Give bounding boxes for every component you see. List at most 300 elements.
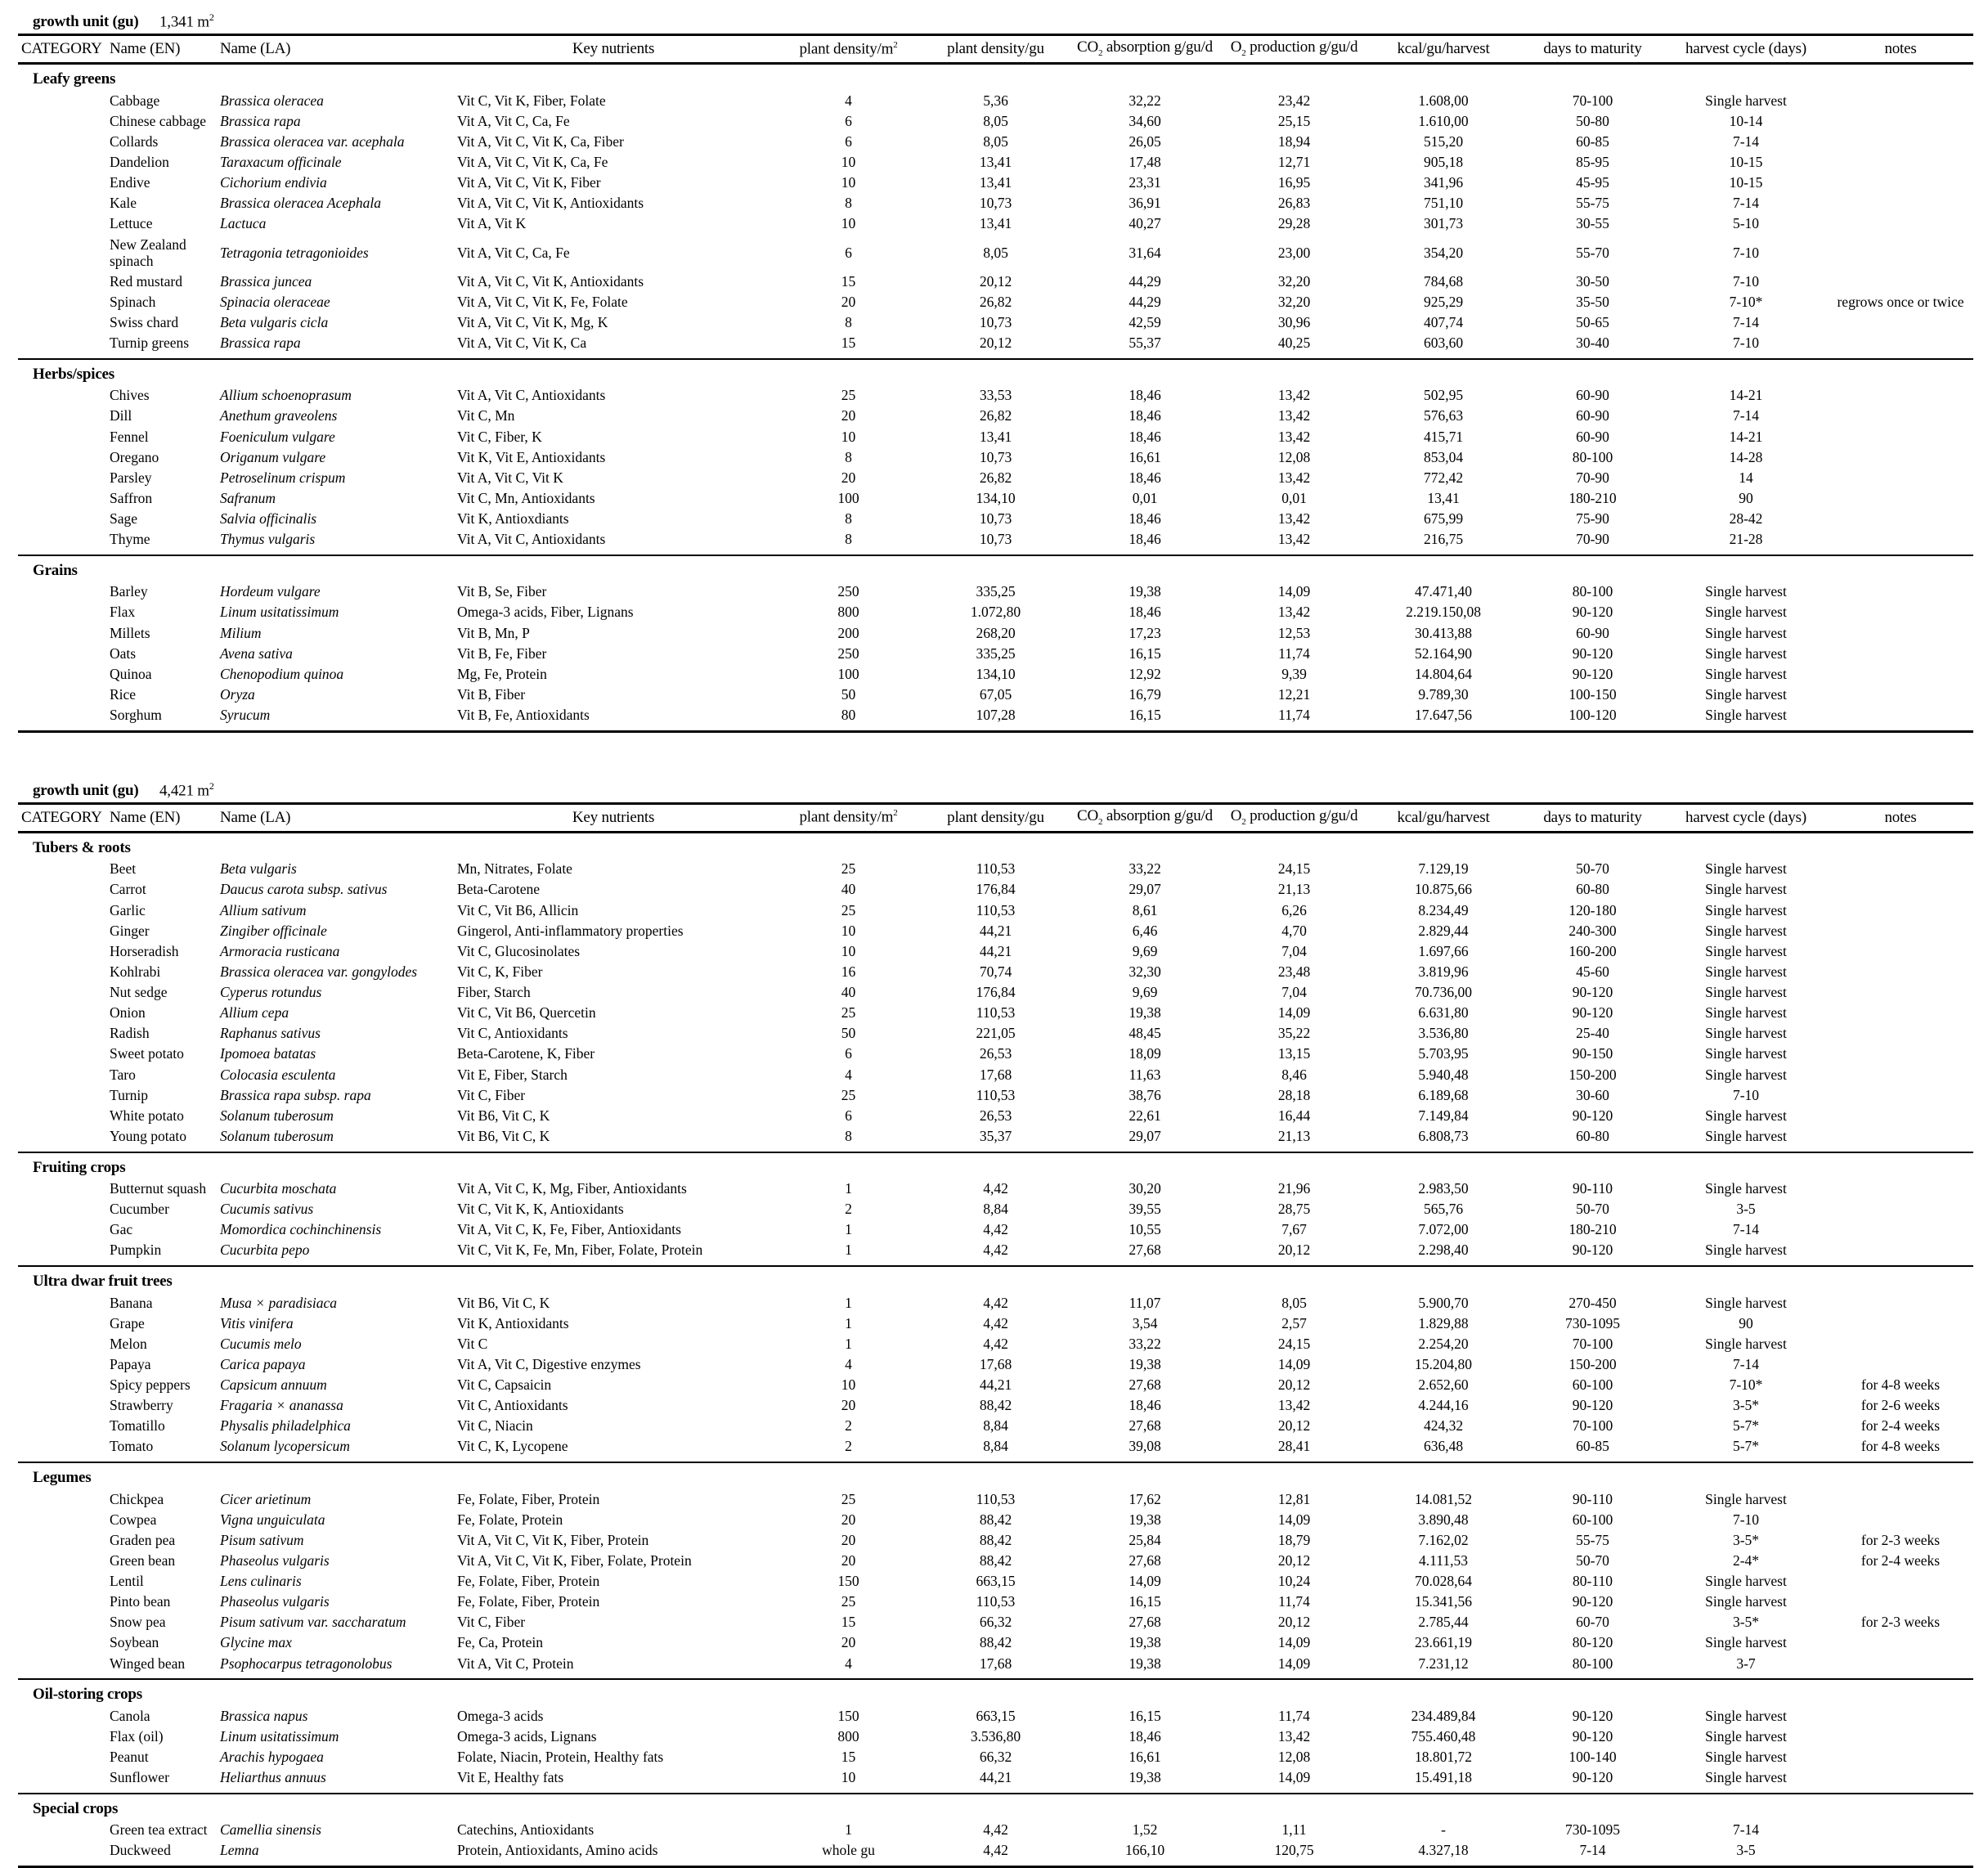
cell-kcal: 354,20 [1423,244,1464,261]
cell-o2-production: 16,95 [1277,174,1311,191]
cell-days-to-maturity: 90-120 [1572,984,1613,1000]
cell-days-to-maturity: 50-70 [1576,860,1609,878]
cell-plant-density-gu: 4,42 [983,1242,1008,1259]
cell-kcal: 5.940,48 [1418,1066,1469,1083]
cell-plant-density-gu: 88,42 [979,1511,1012,1528]
table-row [18,1653,1973,1673]
cell-days-to-maturity: 70-100 [1572,1417,1613,1435]
cell-name-la: Cichorium endivia [220,174,327,191]
cell-co2-absorption: 18,46 [1129,531,1161,548]
cell-key-nutrients: Vit B, Fiber [457,685,526,703]
cell-name-la: Vigna unguiculata [220,1511,325,1528]
cell-key-nutrients: Vit A, Vit C, Vit K, Antioxidants [457,272,644,290]
cell-key-nutrients: Protein, Antioxidants, Amino acids [457,1842,658,1859]
cell-notes [1828,1489,1973,1509]
cell-o2-production: 13,42 [1277,604,1311,621]
cell-kcal: 2.829,44 [1418,922,1469,939]
cell-key-nutrients: Vit C, Fiber [457,1086,526,1103]
cell-category-blank [18,1354,106,1374]
cell-kcal: 636,48 [1423,1438,1464,1455]
cell-name-la: Allium cepa [220,1004,289,1022]
cell-key-nutrients: Vit A, Vit C, Protein [457,1655,574,1672]
cell-kcal: 8.234,49 [1418,901,1469,918]
cell-kcal: 17.647,56 [1415,707,1472,723]
cell-category-blank [18,291,106,312]
cell-kcal: 30.413,88 [1415,624,1472,641]
cell-harvest-cycle: Single harvest [1705,1242,1787,1259]
cell-o2-production: 23,42 [1277,92,1311,109]
cell-o2-production: 0,01 [1281,489,1307,506]
cell-harvest-cycle: 3-5 [1736,1842,1756,1859]
category-label: Tubers & roots [33,838,131,856]
col-header-plant-density-m2: plant density/$m^2$ [799,39,898,58]
cell-co2-absorption: 19,38 [1129,583,1161,600]
cell-kcal: 234.489,84 [1411,1707,1476,1724]
table-row [18,622,1973,643]
cell-plant-density-m2: 20 [841,293,856,310]
cell-co2-absorption: 32,30 [1129,963,1161,980]
cell-name-en: Canola [110,1707,150,1724]
cell-plant-density-m2: 6 [845,244,852,261]
cell-plant-density-gu: 33,53 [979,387,1012,404]
cell-kcal: 14.804,64 [1415,665,1472,682]
cell-notes [1828,467,1973,487]
cell-key-nutrients: Vit K, Vit E, Antioxidants [457,448,606,465]
cell-o2-production: 2,57 [1281,1314,1307,1331]
growth-unit-line [0,780,1988,800]
cell-notes [1828,1705,1973,1726]
cell-key-nutrients: Vit C, Fiber [457,1614,526,1631]
cell-plant-density-gu: 67,05 [979,685,1012,703]
cell-plant-density-gu: 8,84 [983,1417,1008,1435]
cell-category-blank [18,1199,106,1219]
cell-name-la: Allium schoenoprasum [220,387,352,404]
cell-days-to-maturity: 60-90 [1576,624,1609,641]
cell-name-la: Avena sativa [220,644,293,662]
cell-plant-density-m2: 6 [845,132,852,150]
cell-harvest-cycle: 7-14 [1732,195,1760,212]
cell-name-la: Oryza [220,685,255,703]
col-header-notes: notes [1884,808,1917,826]
cell-days-to-maturity: 100-150 [1568,685,1617,703]
cell-harvest-cycle: 3-5* [1732,1614,1760,1631]
cell-plant-density-gu: 4,42 [983,1335,1008,1352]
table-row [18,920,1973,941]
cell-name-en: Banana [110,1294,153,1311]
cell-name-la: Cucurbita pepo [220,1242,310,1259]
cell-harvest-cycle: 7-14 [1732,1821,1760,1839]
cell-key-nutrients: Vit C, Niacin [457,1417,533,1435]
cell-kcal: 4.327,18 [1418,1842,1469,1859]
table-row [18,271,1973,291]
cell-category-blank [18,1219,106,1240]
cell-category-blank [18,385,106,406]
cell-kcal: 47.471,40 [1415,583,1472,600]
cell-plant-density-gu: 110,53 [976,1593,1016,1610]
cell-kcal: 2.298,40 [1418,1242,1469,1259]
cell-plant-density-gu: 17,68 [979,1655,1012,1672]
cell-o2-production: 13,42 [1277,387,1311,404]
section-divider [18,1673,1973,1679]
table-row [18,859,1973,879]
cell-notes [1828,529,1973,550]
cell-category-blank [18,1726,106,1746]
table-row [18,173,1973,193]
cell-category-blank [18,131,106,151]
cell-key-nutrients: Vit C, Capsaicin [457,1376,552,1393]
cell-plant-density-m2: 1 [845,1180,852,1197]
cell-plant-density-m2: 800 [837,604,859,621]
cell-name-la: Origanum vulgare [220,448,326,465]
cell-co2-absorption: 48,45 [1129,1025,1161,1042]
cell-kcal: 755.460,48 [1411,1727,1476,1745]
cell-harvest-cycle: 7-10 [1732,335,1760,352]
cell-harvest-cycle: 14-21 [1729,387,1763,404]
cell-co2-absorption: 166,10 [1124,1842,1165,1859]
cell-o2-production: 23,48 [1277,963,1311,980]
cell-o2-production: 20,12 [1277,1376,1311,1393]
cell-category-blank [18,529,106,550]
cell-name-la: Pisum sativum [220,1531,304,1548]
cell-o2-production: 28,75 [1277,1201,1311,1218]
col-header-o2-production: $O_2$ production g/gu/d [1230,806,1358,827]
cell-harvest-cycle: Single harvest [1705,1573,1787,1589]
cell-plant-density-gu: 17,68 [979,1355,1012,1372]
cell-category-blank [18,1179,106,1199]
cell-key-nutrients: Vit A, Vit C, Vit K, Ca [457,335,587,352]
cell-plant-density-gu: 44,21 [979,942,1012,959]
cell-key-nutrients: Vit A, Vit C, K, Mg, Fiber, Antioxidants [457,1180,687,1197]
cell-o2-production: 24,15 [1277,860,1311,878]
cell-co2-absorption: 1,52 [1132,1821,1158,1839]
category-row [18,1679,1973,1705]
table-row [18,1199,1973,1219]
cell-o2-production: 13,42 [1277,1397,1311,1414]
cell-o2-production: 13,42 [1277,428,1311,445]
cell-category-blank [18,1767,106,1788]
cell-co2-absorption: 32,22 [1129,92,1161,109]
cell-days-to-maturity: 45-95 [1576,174,1609,191]
cell-co2-absorption: 19,38 [1129,1634,1161,1651]
cell-harvest-cycle: Single harvest [1705,1045,1787,1062]
cell-co2-absorption: 16,15 [1129,707,1161,723]
cell-harvest-cycle: Single harvest [1705,92,1787,109]
cell-plant-density-m2: 40 [841,881,856,898]
cell-category-blank [18,1612,106,1632]
cell-kcal: 2.219.150,08 [1406,604,1481,621]
cell-co2-absorption: 30,20 [1129,1180,1161,1197]
cell-o2-production: 120,75 [1274,1842,1314,1859]
cell-co2-absorption: 16,61 [1129,448,1161,465]
cell-name-en: Melon [110,1335,147,1352]
cell-o2-production: 28,18 [1277,1086,1311,1103]
cell-plant-density-m2: 8 [845,314,852,330]
cell-co2-absorption: 17,23 [1129,624,1161,641]
cell-o2-production: 32,20 [1277,272,1311,290]
cell-o2-production: 8,46 [1281,1066,1307,1083]
cell-plant-density-gu: 221,05 [976,1025,1016,1042]
cell-category-blank [18,663,106,684]
table-row [18,1726,1973,1746]
cell-key-nutrients: Mn, Nitrates, Folate [457,860,572,878]
cell-notes: regrows once or twice [1837,293,1964,310]
cell-harvest-cycle: 7-10 [1732,1086,1760,1103]
cell-harvest-cycle: Single harvest [1705,644,1787,662]
cell-category-blank [18,90,106,110]
cell-days-to-maturity: 75-90 [1576,510,1609,527]
cell-kcal: 216,75 [1423,531,1464,548]
cell-days-to-maturity: 100-120 [1568,707,1617,723]
cell-name-la: Cyperus rotundus [220,984,322,1000]
cell-key-nutrients: Fiber, Starch [457,984,531,1000]
cell-harvest-cycle: Single harvest [1705,1294,1787,1311]
cell-notes: for 2-3 weeks [1860,1531,1941,1548]
cell-notes [1828,920,1973,941]
cell-harvest-cycle: Single harvest [1705,624,1787,641]
cell-days-to-maturity: 90-120 [1572,1107,1613,1124]
category-label: Ultra dwar fruit trees [33,1273,173,1290]
cell-o2-production: 13,15 [1277,1045,1311,1062]
cell-kcal: 7.231,12 [1418,1655,1469,1672]
table-row [18,1746,1973,1767]
cell-plant-density-m2: whole gu [822,1842,875,1859]
cell-notes [1828,1179,1973,1199]
cell-kcal: 18.801,72 [1415,1748,1472,1765]
cell-notes [1828,90,1973,110]
cell-category-blank [18,1592,106,1612]
cell-name-en: Garlic [110,901,146,918]
cell-name-en: Dandelion [110,154,169,170]
cell-notes [1828,1653,1973,1673]
cell-key-nutrients: Vit A, Vit C, Vit K, Antioxidants [457,195,644,212]
cell-days-to-maturity: 730-1095 [1564,1821,1621,1839]
cell-days-to-maturity: 55-70 [1576,244,1609,261]
cell-notes: for 4-8 weeks [1860,1376,1941,1393]
cell-days-to-maturity: 120-180 [1568,901,1617,918]
cell-co2-absorption: 36,91 [1129,195,1161,212]
cell-kcal: 7.072,00 [1418,1221,1469,1238]
cell-kcal: 502,95 [1423,387,1464,404]
cell-plant-density-gu: 13,41 [979,215,1012,232]
cell-plant-density-m2: 25 [841,387,856,404]
table-row [18,1767,1973,1788]
cell-category-blank [18,1746,106,1767]
cell-key-nutrients: Vit C, K, Lycopene [457,1438,568,1455]
cell-name-la: Beta vulgaris [220,860,297,878]
cell-notes [1828,1125,1973,1146]
col-header-co2-absorption: $CO_2$ absorption g/gu/d [1077,38,1213,59]
cell-harvest-cycle: Single harvest [1705,1769,1787,1785]
cell-key-nutrients: Vit B, Se, Fiber [457,583,547,600]
cell-name-en: Chickpea [110,1490,164,1507]
cell-days-to-maturity: 85-95 [1576,154,1609,170]
cell-name-la: Psophocarpus tetragonolobus [220,1655,393,1672]
cell-kcal: 2.254,20 [1418,1335,1469,1352]
col-header-category: CATEGORY [21,40,102,58]
cell-o2-production: 13,42 [1277,469,1311,486]
cell-name-en: Chinese cabbage [110,112,207,129]
cell-plant-density-m2: 150 [837,1707,859,1724]
cell-notes [1828,705,1973,725]
cell-category-blank [18,110,106,131]
cell-kcal: 2.983,50 [1418,1180,1469,1197]
cell-name-la: Syrucum [220,707,271,723]
cell-name-en: Red mustard [110,272,182,290]
cell-name-en: Beet [110,860,137,878]
cell-name-la: Thymus vulgaris [220,531,316,548]
table-row [18,193,1973,213]
cell-co2-absorption: 18,46 [1129,510,1161,527]
category-row [18,555,1973,582]
cell-o2-production: 12,81 [1277,1490,1311,1507]
cell-o2-production: 11,74 [1278,1707,1310,1724]
cell-name-la: Ipomoea batatas [220,1045,316,1062]
growth-unit-value: 1,341 $m^2$ [159,11,214,31]
cell-notes [1828,1084,1973,1105]
table-row [18,1592,1973,1612]
cell-plant-density-m2: 10 [841,942,856,959]
cell-notes [1828,152,1973,173]
cell-key-nutrients: Vit A, Vit C, Vit K, Fiber [457,174,601,191]
cell-harvest-cycle: Single harvest [1705,1727,1787,1745]
cell-kcal: 2.652,60 [1418,1376,1469,1393]
cell-harvest-cycle: Single harvest [1705,665,1787,682]
cell-name-la: Brassica rapa [220,335,301,352]
cell-key-nutrients: Vit B, Fe, Fiber [457,644,547,662]
cell-kcal: 1.608,00 [1418,92,1469,109]
cell-plant-density-gu: 268,20 [976,624,1016,641]
cell-category-blank [18,1571,106,1592]
cell-co2-absorption: 9,69 [1132,984,1158,1000]
cell-days-to-maturity: 90-120 [1572,644,1613,662]
cell-plant-density-gu: 20,12 [979,335,1012,352]
cell-o2-production: 14,09 [1277,1634,1311,1651]
cell-co2-absorption: 6,46 [1132,922,1158,939]
cell-kcal: 515,20 [1423,132,1464,150]
cell-name-la: Brassica oleracea var. acephala [220,132,405,150]
cell-plant-density-gu: 4,42 [983,1221,1008,1238]
cell-harvest-cycle: Single harvest [1705,1748,1787,1765]
cell-category-blank [18,1313,106,1333]
cell-category-blank [18,1125,106,1146]
col-header-plant-density-gu: plant density/gu [947,40,1044,58]
cell-name-en: Lettuce [110,215,153,232]
cell-plant-density-gu: 20,12 [979,272,1012,290]
cell-category-blank [18,920,106,941]
cell-plant-density-gu: 10,73 [979,531,1012,548]
table-row [18,879,1973,900]
cell-notes [1828,900,1973,920]
cell-key-nutrients: Vit A, Vit K [457,215,527,232]
cell-days-to-maturity: 60-80 [1576,1127,1609,1144]
cell-co2-absorption: 27,68 [1129,1376,1161,1393]
cell-name-en: Ginger [110,922,150,939]
cell-kcal: 925,29 [1423,293,1464,310]
cell-name-la: Raphanus sativus [220,1025,321,1042]
cell-plant-density-m2: 20 [841,1634,856,1651]
cell-notes [1828,1003,1973,1023]
table-row [18,684,1973,704]
cell-key-nutrients: Omega-3 acids, Lignans [457,1727,597,1745]
cell-notes [1828,173,1973,193]
cell-plant-density-m2: 10 [841,154,856,170]
growth-unit-label: growth unit (gu) [33,781,139,799]
cell-co2-absorption: 19,38 [1129,1004,1161,1022]
cell-o2-production: 4,70 [1281,922,1307,939]
cell-days-to-maturity: 45-60 [1576,963,1609,980]
category-label: Fruiting crops [33,1158,126,1176]
cell-key-nutrients: Beta-Carotene [457,881,541,898]
cell-name-en: Grape [110,1314,145,1331]
cell-days-to-maturity: 55-75 [1576,195,1609,212]
cell-plant-density-gu: 1.072,80 [970,604,1021,621]
cell-kcal: 15.341,56 [1415,1593,1472,1610]
cell-o2-production: 12,53 [1277,624,1311,641]
cell-plant-density-m2: 25 [841,860,856,878]
col-header-name-la: Name (LA) [220,808,291,826]
cell-plant-density-m2: 25 [841,1490,856,1507]
cell-name-en: Duckweed [110,1842,171,1859]
cell-notes [1828,312,1973,333]
cell-o2-production: 12,08 [1277,448,1311,465]
cell-plant-density-m2: 1 [845,1242,852,1259]
cell-name-la: Cicer arietinum [220,1490,312,1507]
cell-name-la: Capsicum annuum [220,1376,327,1393]
table-row [18,643,1973,663]
cell-notes [1828,193,1973,213]
cell-notes [1828,1023,1973,1044]
cell-harvest-cycle: 3-5* [1732,1397,1760,1414]
table-row [18,1436,1973,1457]
table-row [18,941,1973,961]
table-row [18,982,1973,1003]
cell-plant-density-gu: 8,05 [983,132,1008,150]
cell-plant-density-gu: 10,73 [979,314,1012,330]
cell-category-blank [18,602,106,622]
table-row [18,291,1973,312]
cell-plant-density-m2: 4 [845,1655,852,1672]
cell-notes [1828,1840,1973,1861]
cell-key-nutrients: Vit B, Mn, P [457,624,530,641]
cell-days-to-maturity: 70-90 [1576,531,1609,548]
table-row [18,1529,1973,1550]
cell-key-nutrients: Beta-Carotene, K, Fiber [457,1045,595,1062]
cell-co2-absorption: 8,61 [1132,901,1158,918]
cell-co2-absorption: 11,63 [1129,1066,1161,1083]
cell-co2-absorption: 38,76 [1129,1086,1161,1103]
cell-harvest-cycle: 5-10 [1732,215,1760,232]
cell-harvest-cycle: Single harvest [1705,1127,1787,1144]
cell-harvest-cycle: 5-7* [1732,1438,1760,1455]
table-row [18,312,1973,333]
section-divider [18,1147,1973,1152]
cell-plant-density-m2: 8 [845,510,852,527]
cell-name-en: Saffron [110,489,153,506]
cell-plant-density-m2: 4 [845,1355,852,1372]
cell-category-blank [18,1375,106,1395]
category-row [18,64,1973,91]
cell-plant-density-gu: 26,82 [979,469,1012,486]
cell-harvest-cycle: 14 [1739,469,1753,486]
table-row [18,1395,1973,1416]
cell-notes [1828,131,1973,151]
col-header-notes: notes [1884,40,1917,58]
cell-kcal: 52.164,90 [1415,644,1472,662]
cell-kcal: 1.610,00 [1418,112,1469,129]
cell-name-la: Milium [220,624,262,641]
cell-kcal: 70.028,64 [1415,1573,1472,1589]
cell-kcal: 751,10 [1423,195,1464,212]
